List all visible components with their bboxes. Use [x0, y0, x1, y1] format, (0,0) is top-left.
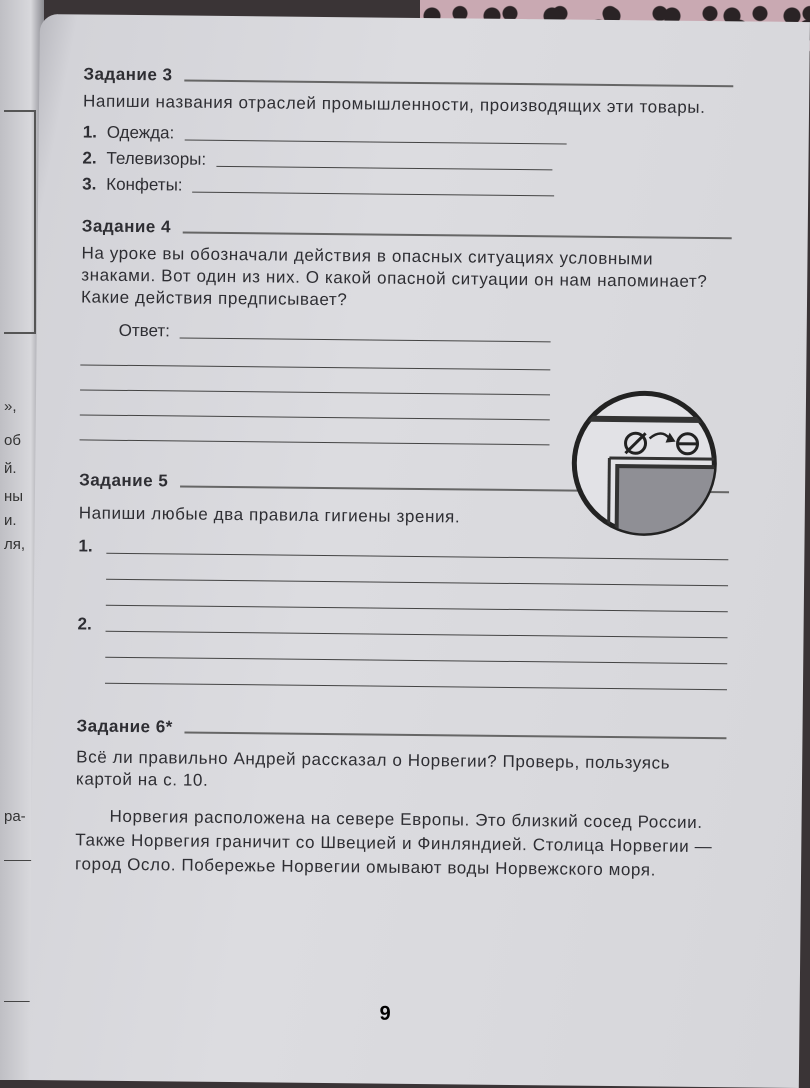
- left-page-frame: [4, 110, 36, 334]
- task5-text: Напиши любые два правила гигиены зрения.: [79, 502, 729, 531]
- left-page-fragment: и.: [4, 512, 17, 529]
- task6-text: Всё ли правильно Андрей рассказал о Норвегии? Проверь, пользуясь картой на с. 10.: [76, 746, 726, 797]
- task3-items: [82, 116, 733, 201]
- rule-number: 2.: [78, 614, 106, 634]
- page-number: 9: [379, 1003, 390, 1026]
- task6-title: [76, 716, 726, 743]
- rule-number: 1.: [78, 536, 106, 556]
- turn-off-switch-sign-icon: [569, 388, 721, 540]
- title-rule: [185, 80, 734, 88]
- task5-title-text: Задание 5: [79, 470, 168, 491]
- task4-text: На уроке вы обозначали действия в опасных ситуациях условными знаками. Вот один из них. О какой опасной ситуации он нам напоминает? Какие действия предписывает?: [81, 242, 732, 315]
- answer-row: [81, 316, 551, 345]
- left-page-fragment: ны: [4, 488, 23, 505]
- task4-title: [82, 216, 732, 243]
- task3-title: [83, 64, 733, 91]
- task4-answer-block: [80, 316, 551, 445]
- answer-line[interactable]: [80, 415, 550, 445]
- task3-item: [82, 168, 732, 201]
- task5-rules: [77, 530, 729, 693]
- task6-title-text: Задание 6*: [76, 716, 173, 737]
- task4-title-text: Задание 4: [82, 216, 171, 237]
- answer-line[interactable]: [192, 192, 554, 197]
- item-number: 2.: [82, 148, 106, 168]
- item-number: 3.: [82, 174, 106, 194]
- left-page-fragment: й.: [4, 460, 17, 477]
- left-page-fragment: »,: [4, 398, 17, 415]
- item-label: Конфеты:: [106, 175, 183, 196]
- item-label: Одежда:: [107, 123, 175, 144]
- item-label: Телевизоры:: [106, 149, 206, 170]
- task6-story: Норвегия расположена на севере Европы. Это близкий сосед России. Также Норвегия граничит со Швецией и Финляндией. Столица Норвегии — город Осло. Побережье Норвегии омывают воды Норвежского моря.: [75, 804, 726, 883]
- title-rule: [185, 732, 727, 740]
- task3-title-text: Задание 3: [83, 64, 172, 85]
- item-number: 1.: [83, 122, 107, 142]
- rule-row: [77, 660, 727, 693]
- left-page-fragment: об: [4, 432, 21, 449]
- answer-label: Ответ:: [119, 321, 170, 342]
- left-page-fragment: ра-: [4, 808, 26, 825]
- title-rule: [183, 232, 732, 240]
- left-page-fragment: ля,: [4, 536, 25, 553]
- answer-line[interactable]: [105, 683, 727, 691]
- task3-text: Напиши названия отраслей промышленности, производящих эти товары.: [83, 90, 733, 119]
- workbook-page: [29, 14, 810, 1088]
